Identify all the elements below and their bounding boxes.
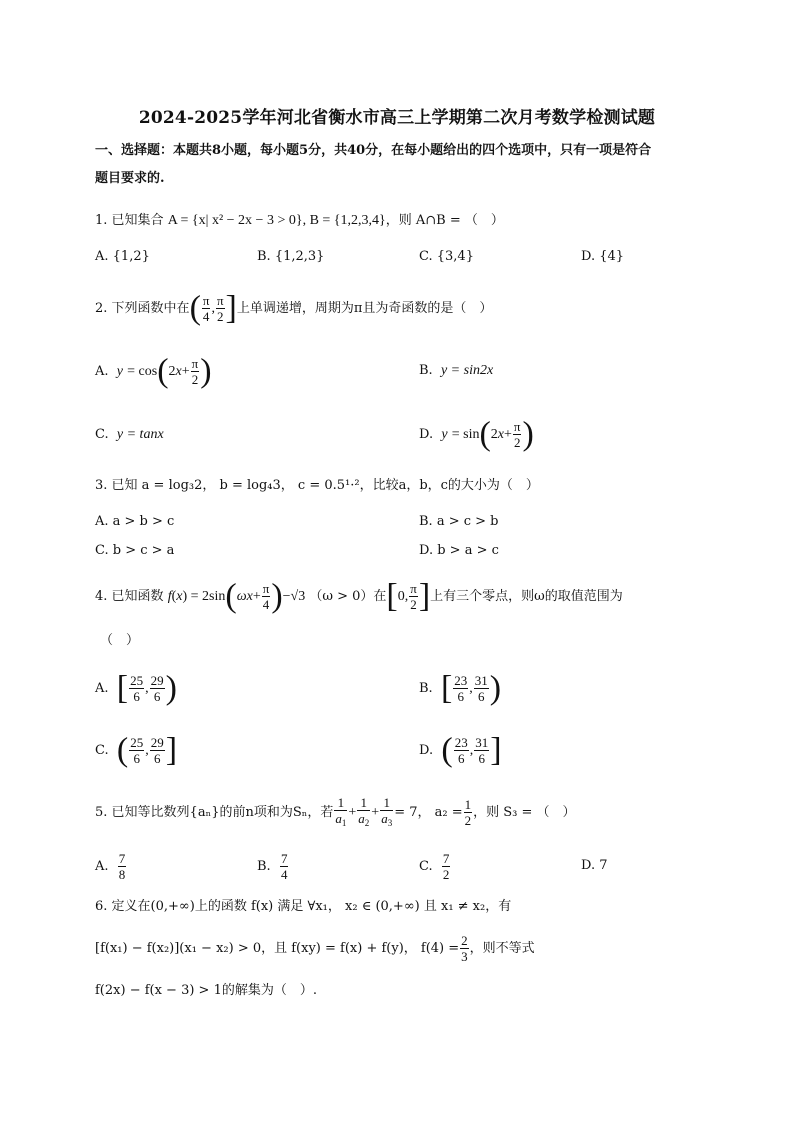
q5-option-d: D. 7 [581,858,608,873]
q3-text: 已知 a = log₃2， b = log₄3， c = 0.5¹·²，比较a，b，c的大小为（ ） [111,478,539,493]
question-3 [95,477,539,495]
q4-option-c: C. ( $\frac{25}{6}$ , $\frac{29}{6}$ ] [95,731,178,769]
q3-number: 3. [95,478,108,493]
q3-option-d: D. b > a > c [419,543,499,558]
q4-number: 4. [95,589,108,604]
q1-set-a: A = {x| x² − 2x − 3 > 0} [167,213,303,228]
q5-suffix: ，则 S₃ = （ ） [473,805,576,820]
q2-number: 2. [95,301,108,316]
question-5: 5. 已知等比数列{aₙ}的前n项和为Sₙ，若 $\frac{1}{a_1}$ + $\frac{1}{a_2}$ + $\frac{1}{a_3}$ = 7， a₂ = $\frac{1}{2}$ ，则 S₃ = （ ） [95,794,576,828]
q2-option-d: D. y = sin(2x+ $\frac{\pi}{2}$ ) [419,415,534,453]
question-6 [95,898,511,916]
q3-option-c: C. b > c > a [95,543,175,558]
q5-prefix: 已知等比数列{aₙ}的前n项和为Sₙ，若 [111,805,334,820]
section-heading-line1: 一、选择题：本题共8小题，每小题5分，共40分，在每小题给出的四个选项中，只有一项是符合 [95,143,652,158]
q4-paren: （ ） [100,633,140,648]
q6-line3: f(2x) − f(x − 3) > 1的解集为（ ）. [95,983,317,998]
q4-option-a: A. [ $\frac{25}{6}$ , $\frac{29}{6}$ ) [95,669,177,707]
q2-prefix: 下列函数中在 [111,301,190,316]
q1-option-b: B. {1,2,3} [257,249,325,264]
q1-option-c: C. {3,4} [419,249,474,264]
q3-option-a: A. a > b > c [95,514,175,529]
q5-number: 5. [95,805,108,820]
q4-option-d: D. ( $\frac{23}{6}$ , $\frac{31}{6}$ ] [419,731,502,769]
q6-line1: 定义在(0,+∞)上的函数 f(x) 满足 ∀x₁， x₂ ∈ (0,+∞) 且 x₁ ≠ x₂，有 [111,899,512,914]
q5-option-c: C. $\frac{7}{2}$ [419,851,450,882]
q2-option-a: A. y = cos(2x+ $\frac{\pi}{2}$ ) [95,352,212,390]
q2-option-b: B. y = sin2x [419,363,494,378]
q1-option-a: A. {1,2} [95,249,150,264]
q4-option-b: B. [ $\frac{23}{6}$ , $\frac{31}{6}$ ) [419,669,502,707]
q1-suffix: ，则 A∩B = （ ） [385,213,504,228]
q6-line2: [f(x₁) − f(x₂)](x₁ − x₂) > 0，且 f(xy) = f(x) + f(y)， f(4) = $\frac{2}{3}$ ，则不等式 [95,933,535,964]
q2-suffix: 上单调递增，周期为π且为奇函数的是（ ） [236,301,493,316]
q1-option-d: D. {4} [581,249,625,264]
q1-number: 1. [95,213,108,228]
question-1 [95,212,504,230]
page-title: 2024-2025学年河北省衡水市高三上学期第二次月考数学检测试题 [138,108,656,128]
section-heading-line2: 题目要求的. [95,171,165,186]
q4-middle: （ω > 0）在 [309,589,387,604]
q6-number: 6. [95,899,108,914]
q2-option-c: C. y = tanx [95,427,164,442]
q1-prefix: 已知集合 [111,213,164,228]
question-4: 4. 已知函数 f(x) = 2sin(ωx+ $\frac{\pi}{4}$ )−√3 （ω > 0）在[0, $\frac{\pi}{2}$ ]上有三个零点，则ω的取值范围为 [95,577,623,615]
q5-option-a: A. $\frac{7}{8}$ [95,851,126,882]
question-2: 2. 下列函数中在( $\frac{\pi}{4}$ , $\frac{\pi}{2}$ ]上单调递增，周期为π且为奇函数的是（ ） [95,289,493,327]
q1-set-b: , B = {1,2,3,4} [302,213,386,228]
q3-option-b: B. a > c > b [419,514,499,529]
q5-middle: = 7， a₂ = [394,805,463,820]
q4-suffix: 上有三个零点，则ω的取值范围为 [430,589,623,604]
q4-prefix: 已知函数 [111,589,164,604]
q5-option-b: B. $\frac{7}{4}$ [257,851,288,882]
